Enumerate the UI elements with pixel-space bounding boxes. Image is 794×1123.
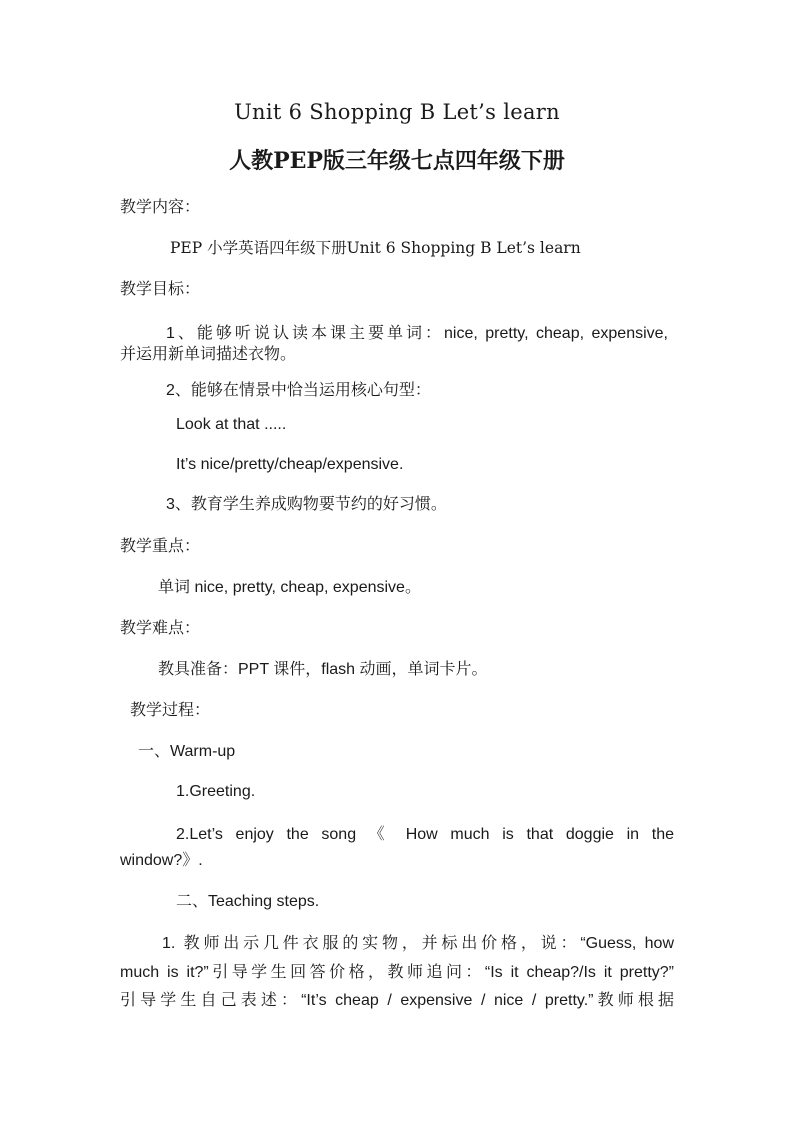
key-points-heading: 教学重点： <box>120 538 201 555</box>
step-1-item-2-line1: 2.Let’s enjoy the song 《 How much is that doggie in the <box>176 826 674 843</box>
teaching-tools-text: 教具准备：PPT 课件，flash 动画，单词卡片。 <box>158 661 488 678</box>
document-title: Unit 6 Shopping B Let’s learn <box>234 100 560 124</box>
goal-1-line1: 1、能够听说认读本课主要单词：nice, pretty, cheap, expensive, <box>166 325 668 342</box>
content-text: PEP 小学英语四年级下册Unit 6 Shopping B Let’s learn <box>170 239 581 257</box>
goal-3: 3、教育学生养成购物要节约的好习惯。 <box>166 496 447 513</box>
goal-1-line2: 并运用新单词描述衣物。 <box>120 346 297 363</box>
goals-heading: 教学目标： <box>120 281 201 298</box>
goal-2: 2、能够在情景中恰当运用核心句型： <box>166 382 431 399</box>
step-1-item-1: 1.Greeting. <box>176 783 256 800</box>
step-2-heading: 二、Teaching steps. <box>176 893 320 910</box>
content-heading: 教学内容： <box>120 199 201 216</box>
step-2-paragraph-line1: 1. 教师出示几件衣服的实物，并标出价格，说：“Guess, how <box>162 935 674 952</box>
key-points-text: 单词 nice, pretty, cheap, expensive。 <box>158 579 421 596</box>
sentence-pattern-1: Look at that ..... <box>176 416 287 433</box>
step-2-paragraph-line2: much is it?”引导学生回答价格，教师追问：“Is it cheap?/Is it pretty?” <box>120 964 674 981</box>
sentence-pattern-2: It’s nice/pretty/cheap/expensive. <box>176 456 404 473</box>
step-2-paragraph-line3: 引导学生自己表述：“It’s cheap / expensive / nice / pretty.”教师根据 <box>120 992 674 1009</box>
document-subtitle: 人教PEP版三年级七点四年级下册 <box>229 148 565 174</box>
difficulty-heading: 教学难点： <box>120 620 201 637</box>
step-1-heading: 一、Warm-up <box>138 743 236 760</box>
step-1-item-2-line2: window?》. <box>120 852 203 869</box>
process-heading: 教学过程： <box>130 702 211 719</box>
